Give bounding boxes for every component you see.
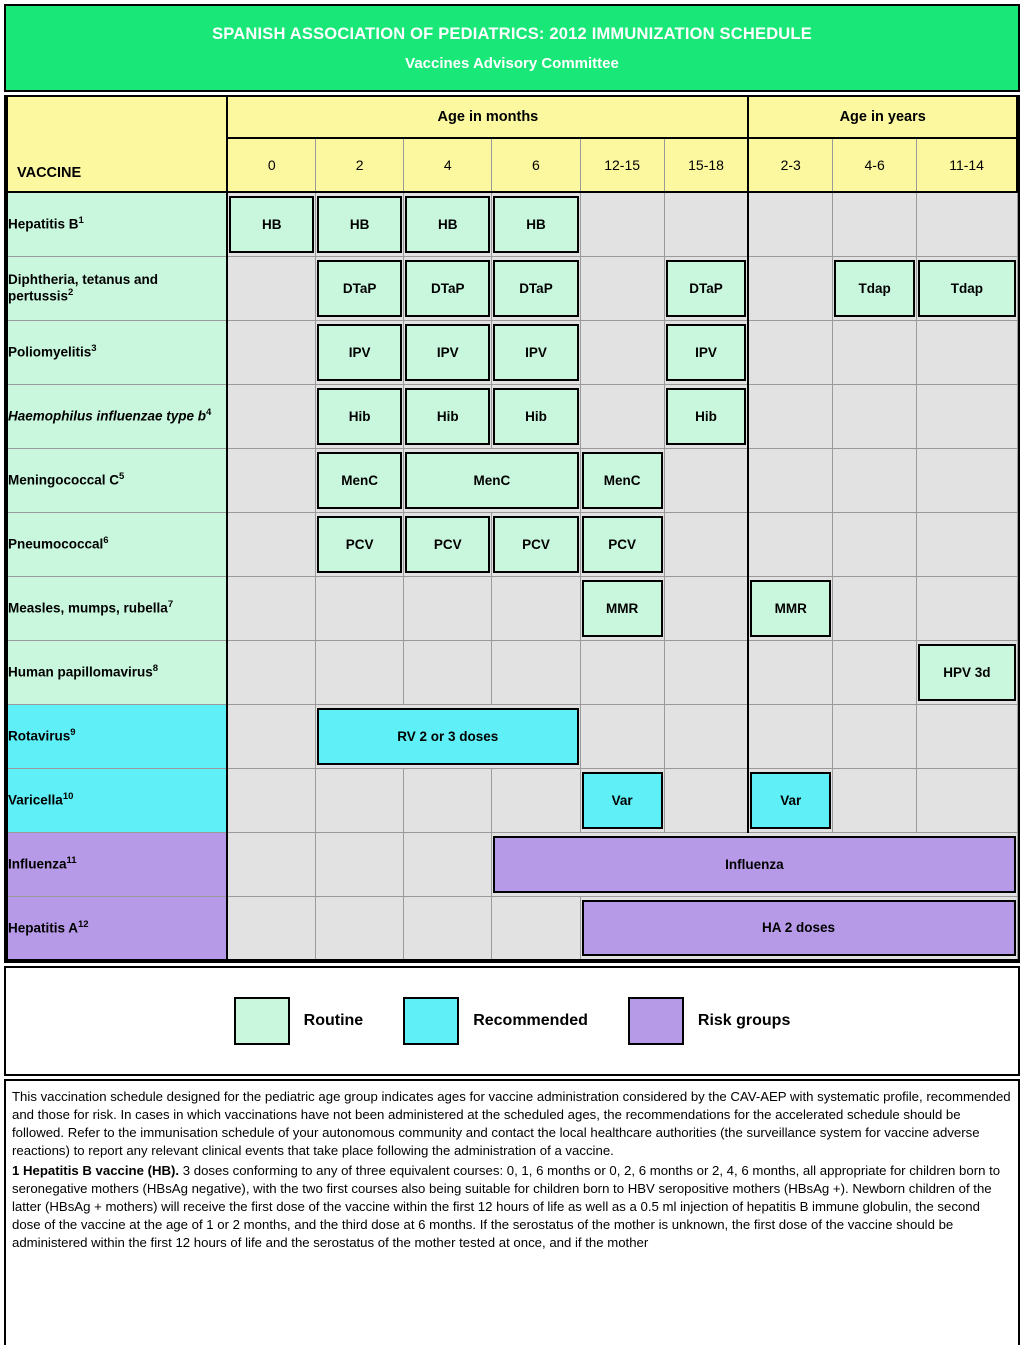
vaccine-chip: HPV 3d	[918, 644, 1015, 701]
vaccine-chip: Var	[750, 772, 831, 829]
legend-swatch-recommended	[403, 997, 459, 1045]
schedule-cell	[580, 768, 664, 832]
vaccine-name-cell	[7, 256, 227, 320]
schedule-cell	[664, 384, 748, 448]
vaccine-chip: IPV	[405, 324, 490, 381]
schedule-cell-empty	[833, 192, 917, 256]
schedule-cell-empty	[492, 768, 580, 832]
vaccine-name-cell	[7, 768, 227, 832]
schedule-cell	[580, 512, 664, 576]
age-column-header: 4	[404, 138, 492, 192]
schedule-cell	[580, 576, 664, 640]
vaccine-chip: PCV	[405, 516, 490, 573]
schedule-cell-empty	[664, 640, 748, 704]
age-column-header: 2-3	[748, 138, 832, 192]
footnotes	[4, 1079, 1020, 1345]
schedule-cell-empty	[580, 320, 664, 384]
footnote-intro: This vaccination schedule designed for the pediatric age group indicates ages for vaccine administration considered by the CAV-AEP with systematic profile, recommended and those for risk. In cases in which vaccinations have not been administered at the scheduled ages, the recommendations for the accelerated schedule should be followed. Refer to the immunisation schedule of your autonomous community and contact the local healthcare authorities (the surveillance system for vaccine adverse reactions) to report any relevant clinical events that take place following the administration of a vaccine.	[12, 1089, 1011, 1158]
schedule-cell	[316, 320, 404, 384]
schedule-cell-empty	[404, 576, 492, 640]
schedule-cell-empty	[664, 768, 748, 832]
schedule-cell	[404, 320, 492, 384]
vaccine-chip: Tdap	[834, 260, 915, 317]
vaccine-name-label: Pneumococcal	[8, 536, 104, 552]
vaccine-name-cell	[7, 512, 227, 576]
vaccine-name-cell	[7, 704, 227, 768]
table-row	[7, 768, 1017, 832]
schedule-cell-empty	[664, 448, 748, 512]
vaccine-chip: HB	[405, 196, 490, 253]
vaccine-chip: PCV	[317, 516, 402, 573]
table-row	[7, 256, 1017, 320]
footnote-marker: 3	[91, 342, 97, 354]
schedule-cell-empty	[404, 768, 492, 832]
schedule-cell	[492, 320, 580, 384]
vaccine-chip: MMR	[750, 580, 831, 637]
footnote-marker: 2	[68, 286, 74, 298]
vaccine-chip: Tdap	[918, 260, 1015, 317]
vaccine-chip: HB	[317, 196, 402, 253]
schedule-table-wrapper	[4, 95, 1020, 963]
schedule-cell-empty	[316, 832, 404, 896]
schedule-cell	[664, 256, 748, 320]
schedule-cell	[492, 384, 580, 448]
vaccine-chip: Var	[582, 772, 663, 829]
age-column-header: 6	[492, 138, 580, 192]
schedule-cell	[492, 256, 580, 320]
footnote-marker: 8	[152, 662, 159, 674]
vaccine-chip: MMR	[582, 580, 663, 637]
age-column-header: 15-18	[664, 138, 748, 192]
vaccine-name-cell	[7, 896, 227, 960]
schedule-cell-empty	[833, 704, 917, 768]
table-row	[7, 640, 1017, 704]
schedule-cell	[404, 256, 492, 320]
footnote-marker: 7	[167, 598, 174, 610]
vaccine-chip: DTaP	[493, 260, 578, 317]
schedule-cell-empty	[917, 768, 1017, 832]
schedule-cell-empty	[227, 576, 315, 640]
schedule-cell	[580, 448, 664, 512]
schedule-cell-empty	[227, 448, 315, 512]
vaccine-chip: MenC	[582, 452, 663, 509]
schedule-cell-empty	[580, 704, 664, 768]
schedule-cell-empty	[227, 640, 315, 704]
vaccine-name-label: Hepatitis A	[8, 920, 79, 936]
legend-item	[234, 997, 364, 1045]
footnote-1-body: 3 doses conforming to any of three equivalent courses: 0, 1, 6 months or 0, 2, 6 months or 2, 4, 6 months, all appropriate for children born to seronegative mothers (HBsAg negative), with the two first courses also being suitable for children born to HBV seropositive mothers (HBsAg +). Newborn children of the latter (HBsAg + mothers) will receive the first dose of the vaccine within the first 12 hours of life as well as a 0.5 ml injection of hepatitis B immune globulin, the second dose of the vaccine at the age of 1 or 2 months, and the third dose at 6 months. If the serostatus of the mother is unknown, the first dose of the vaccine should be administered within the first 12 hours of life and the serostatus of the mother tested at once, and if the mother	[12, 1162, 1001, 1250]
schedule-cell	[492, 832, 1017, 896]
footnote-marker: 4	[206, 406, 212, 418]
vaccine-chip: IPV	[666, 324, 747, 381]
schedule-cell	[748, 768, 832, 832]
schedule-cell-empty	[492, 896, 580, 960]
schedule-cell-empty	[917, 576, 1017, 640]
schedule-cell-empty	[748, 640, 832, 704]
schedule-cell-empty	[748, 448, 832, 512]
page-subtitle: Vaccines Advisory Committee	[405, 54, 619, 72]
schedule-cell-empty	[227, 832, 315, 896]
schedule-cell-empty	[404, 832, 492, 896]
table-row	[7, 192, 1017, 256]
vaccine-chip: HA 2 doses	[582, 900, 1016, 957]
schedule-cell-empty	[227, 384, 315, 448]
schedule-cell	[316, 256, 404, 320]
age-column-header: 12-15	[580, 138, 664, 192]
vaccine-chip: HB	[229, 196, 314, 253]
schedule-cell-empty	[748, 384, 832, 448]
schedule-cell-empty	[833, 768, 917, 832]
table-row	[7, 832, 1017, 896]
vaccine-name-label: Hepatitis B	[8, 216, 79, 232]
schedule-cell-empty	[833, 576, 917, 640]
schedule-cell-empty	[227, 512, 315, 576]
schedule-cell	[316, 512, 404, 576]
schedule-cell	[316, 704, 580, 768]
legend-label-risk: Risk groups	[697, 1012, 791, 1029]
vaccine-chip: IPV	[493, 324, 578, 381]
footnote-1-title: 1 Hepatitis B vaccine (HB).	[12, 1162, 180, 1178]
schedule-cell	[492, 192, 580, 256]
schedule-cell	[316, 448, 404, 512]
table-head	[7, 96, 1017, 192]
schedule-cell-empty	[833, 512, 917, 576]
table-row	[7, 704, 1017, 768]
vaccine-chip: RV 2 or 3 doses	[317, 708, 578, 765]
schedule-cell-empty	[917, 448, 1017, 512]
schedule-cell-empty	[748, 192, 832, 256]
vaccine-name-label: Meningococcal C	[8, 472, 120, 488]
legend-item	[403, 997, 588, 1045]
schedule-cell	[404, 192, 492, 256]
vaccine-chip: HB	[493, 196, 578, 253]
schedule-table	[6, 95, 1018, 961]
schedule-cell-empty	[227, 320, 315, 384]
table-row	[7, 512, 1017, 576]
vaccine-name-label: Influenza	[8, 856, 67, 872]
schedule-cell-empty	[580, 256, 664, 320]
schedule-cell-empty	[917, 384, 1017, 448]
footnote-1	[12, 1162, 1012, 1252]
schedule-cell-empty	[917, 704, 1017, 768]
schedule-cell-empty	[227, 768, 315, 832]
schedule-cell	[664, 320, 748, 384]
legend-swatch-risk	[628, 997, 684, 1045]
vaccine-name-label: Measles, mumps, rubella	[8, 600, 168, 616]
schedule-cell	[917, 640, 1017, 704]
schedule-cell-empty	[227, 256, 315, 320]
schedule-cell-empty	[404, 640, 492, 704]
schedule-cell-empty	[316, 576, 404, 640]
schedule-cell-empty	[316, 768, 404, 832]
vaccine-chip: MenC	[317, 452, 402, 509]
schedule-cell-empty	[748, 320, 832, 384]
legend-label-routine: Routine	[303, 1012, 364, 1029]
vaccine-chip: Hib	[493, 388, 578, 445]
footnote-marker: 10	[62, 790, 74, 802]
schedule-cell-empty	[917, 192, 1017, 256]
legend	[4, 966, 1020, 1076]
footnote-marker: 5	[119, 470, 125, 482]
schedule-cell-empty	[833, 320, 917, 384]
schedule-cell-empty	[664, 704, 748, 768]
schedule-cell-empty	[917, 320, 1017, 384]
schedule-cell	[833, 256, 917, 320]
vaccine-chip: PCV	[493, 516, 578, 573]
schedule-cell-empty	[404, 896, 492, 960]
vaccine-chip: DTaP	[317, 260, 402, 317]
table-row	[7, 896, 1017, 960]
vaccine-chip: IPV	[317, 324, 402, 381]
legend-item	[628, 997, 790, 1045]
page-title: SPANISH ASSOCIATION OF PEDIATRICS: 2012 IMMUNIZATION SCHEDULE	[212, 24, 812, 43]
schedule-cell-empty	[580, 384, 664, 448]
schedule-cell-empty	[227, 704, 315, 768]
schedule-cell-empty	[833, 448, 917, 512]
age-column-header: 11-14	[917, 138, 1017, 192]
schedule-cell-empty	[492, 640, 580, 704]
schedule-cell-empty	[316, 896, 404, 960]
schedule-cell-empty	[748, 256, 832, 320]
vaccine-name-cell	[7, 448, 227, 512]
footnote-marker: 11	[66, 854, 77, 866]
schedule-cell-empty	[833, 384, 917, 448]
vaccine-name-label: Diphtheria, tetanus and pertussis	[8, 272, 159, 304]
schedule-cell	[404, 448, 580, 512]
schedule-cell	[748, 576, 832, 640]
age-column-header: 4-6	[833, 138, 917, 192]
table-row	[7, 384, 1017, 448]
vaccine-name-label: Rotavirus	[8, 728, 71, 744]
vaccine-column-header: VACCINE	[7, 96, 227, 192]
vaccine-chip: Influenza	[493, 836, 1015, 893]
vaccine-chip: DTaP	[666, 260, 747, 317]
schedule-cell	[404, 512, 492, 576]
schedule-cell-empty	[316, 640, 404, 704]
vaccine-name-cell	[7, 832, 227, 896]
schedule-cell-empty	[917, 512, 1017, 576]
vaccine-name-cell	[7, 384, 227, 448]
schedule-cell-empty	[492, 576, 580, 640]
schedule-cell-empty	[664, 192, 748, 256]
schedule-cell	[316, 192, 404, 256]
footnote-marker: 1	[78, 215, 84, 227]
schedule-cell-empty	[833, 640, 917, 704]
schedule-cell	[404, 384, 492, 448]
vaccine-name-cell	[7, 640, 227, 704]
vaccine-name-label: Poliomyelitis	[8, 344, 92, 360]
schedule-cell-empty	[664, 512, 748, 576]
vaccine-name-label: Varicella	[8, 792, 63, 808]
schedule-cell-empty	[748, 704, 832, 768]
age-in-years-header: Age in years	[748, 96, 1017, 138]
schedule-cell	[917, 256, 1017, 320]
footnote-marker: 9	[70, 726, 76, 738]
vaccine-name-label: Haemophilus influenzae type b	[8, 408, 207, 424]
vaccine-name-label: Human papillomavirus	[8, 664, 153, 680]
footnote-marker: 6	[103, 534, 109, 546]
header-row-groups	[7, 96, 1017, 138]
vaccine-chip: Hib	[666, 388, 747, 445]
schedule-cell-empty	[227, 896, 315, 960]
footnote-marker: 12	[78, 918, 89, 930]
vaccine-chip: DTaP	[405, 260, 490, 317]
schedule-cell	[580, 896, 1017, 960]
schedule-cell-empty	[748, 512, 832, 576]
document-header	[4, 4, 1020, 92]
vaccine-chip: Hib	[317, 388, 402, 445]
vaccine-chip: Hib	[405, 388, 490, 445]
age-column-header: 2	[316, 138, 404, 192]
schedule-cell-empty	[664, 576, 748, 640]
age-column-header: 0	[227, 138, 315, 192]
table-body	[7, 192, 1017, 960]
schedule-cell-empty	[580, 192, 664, 256]
schedule-cell	[492, 512, 580, 576]
vaccine-chip: MenC	[405, 452, 578, 509]
table-row	[7, 320, 1017, 384]
table-row	[7, 576, 1017, 640]
vaccine-name-cell	[7, 320, 227, 384]
age-in-months-header: Age in months	[227, 96, 748, 138]
vaccine-name-cell	[7, 192, 227, 256]
table-row	[7, 448, 1017, 512]
vaccine-chip: PCV	[582, 516, 663, 573]
vaccine-name-cell	[7, 576, 227, 640]
schedule-cell	[316, 384, 404, 448]
legend-label-recommended: Recommended	[473, 1012, 588, 1029]
schedule-cell-empty	[580, 640, 664, 704]
legend-swatch-routine	[234, 997, 290, 1045]
schedule-cell	[227, 192, 315, 256]
